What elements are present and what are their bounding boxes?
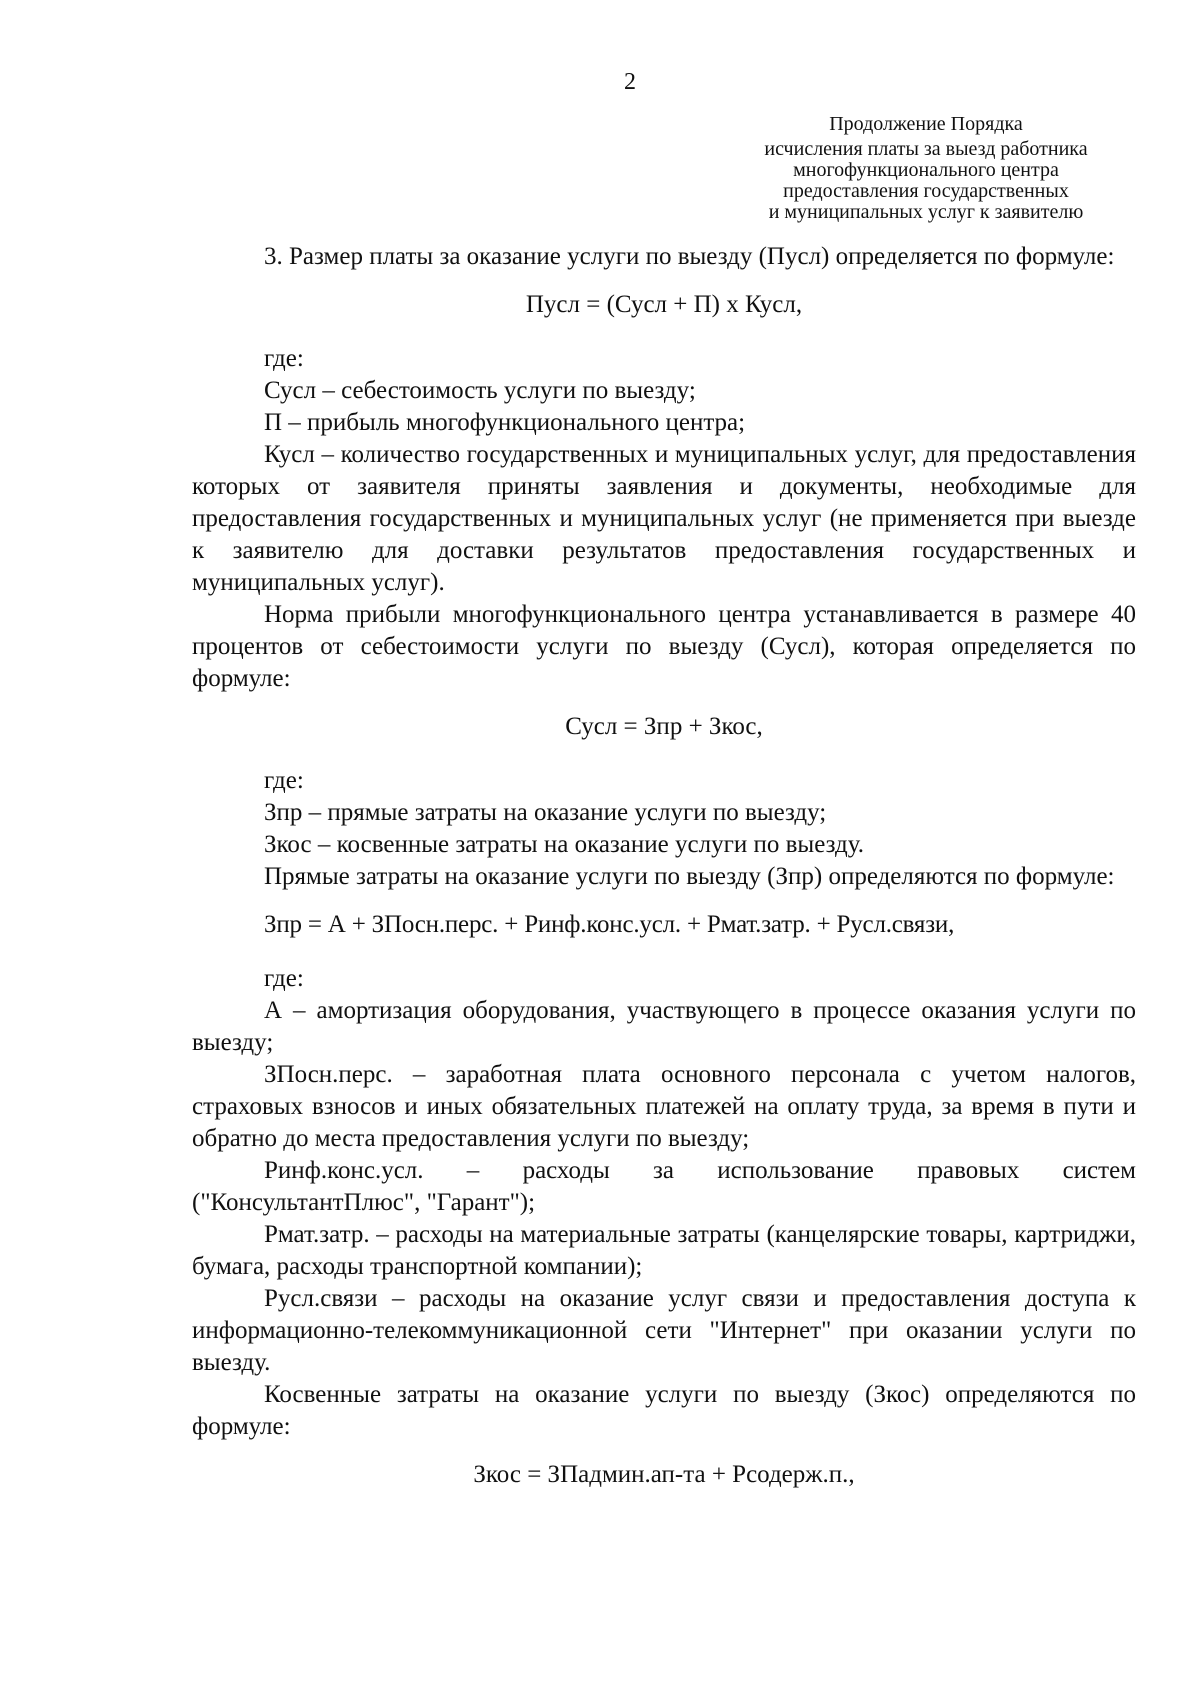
definition-susl: Сусл – себестоимость услуги по выезду; [264,377,696,404]
paragraph-profit-norm: Норма прибыли многофункционального центра устанавливается в размере 40 процентов от себестоимости услуги по выезду (Сусл), которая определяется по формуле: [192,601,1136,692]
definition-p: П – прибыль многофункционального центра; [264,409,746,436]
paragraph-indirect-costs: Косвенные затраты на оказание услуги по выезду (Зкос) определяются по формуле: [192,1381,1136,1440]
definition-zpr: Зпр – прямые затраты на оказание услуги по выезду; [264,799,827,826]
header-line: Продолжение Порядка [829,113,1023,135]
page-number: 2 [624,69,636,95]
formula-zkos: Зкос = ЗПадмин.ап-та + Рсодерж.п., [473,1461,855,1488]
paragraph-direct-costs: Прямые затраты на оказание услуги по выезду (Зпр) определяются по формуле: [264,863,1115,890]
document-header [716,114,1136,223]
definition-a: А – амортизация оборудования, участвующего в процессе оказания услуги по выезду; [192,997,1136,1056]
definition-rinf: Ринф.конс.усл. – расходы за использование правовых систем ("КонсультантПлюс", "Гарант"); [192,1157,1136,1216]
definition-kusl: Кусл – количество государственных и муниципальных услуг, для предоставления которых от заявителя приняты заявления и документы, необходимые для предоставления государственных и муниципальных услуг (не применяется при выезде к заявителю для доставки результатов предоставления государственных и муниципальных услуг). [192,441,1136,596]
definition-zkos: Зкос – косвенные затраты на оказание услуги по выезду. [264,831,864,858]
document-body [192,241,1136,1513]
formula-zpr: Зпр = А + ЗПосн.перс. + Ринф.конс.усл. + Рмат.затр. + Русл.связи, [264,911,955,938]
definition-rusl: Русл.связи – расходы на оказание услуг связи и предоставления доступа к информационно-телекоммуникационной сети "Интернет" при оказании услуги по выезду. [192,1285,1136,1376]
where-label: где: [264,965,304,992]
header-line: исчисления платы за выезд работника [764,138,1088,160]
definition-rmat: Рмат.затр. – расходы на материальные затраты (канцелярские товары, картриджи, бумага, расходы транспортной компании); [192,1221,1136,1280]
formula-susl: Сусл = Зпр + Зкос, [565,713,763,740]
header-line: предоставления государственных [783,180,1069,202]
header-line: и муниципальных услуг к заявителю [768,201,1084,223]
where-label: где: [264,767,304,794]
definition-zposn: ЗПосн.перс. – заработная плата основного персонала с учетом налогов, страховых взносов и иных обязательных платежей на оплату труда, за время в пути и обратно до места предоставления услуги по выезду; [192,1061,1136,1152]
paragraph-item-3: 3. Размер платы за оказание услуги по выезду (Пусл) определяется по формуле: [264,243,1115,270]
formula-pusl: Пусл = (Сусл + П) х Кусл, [525,291,803,318]
where-label: где: [264,345,304,372]
header-line: многофункционального центра [793,159,1059,181]
